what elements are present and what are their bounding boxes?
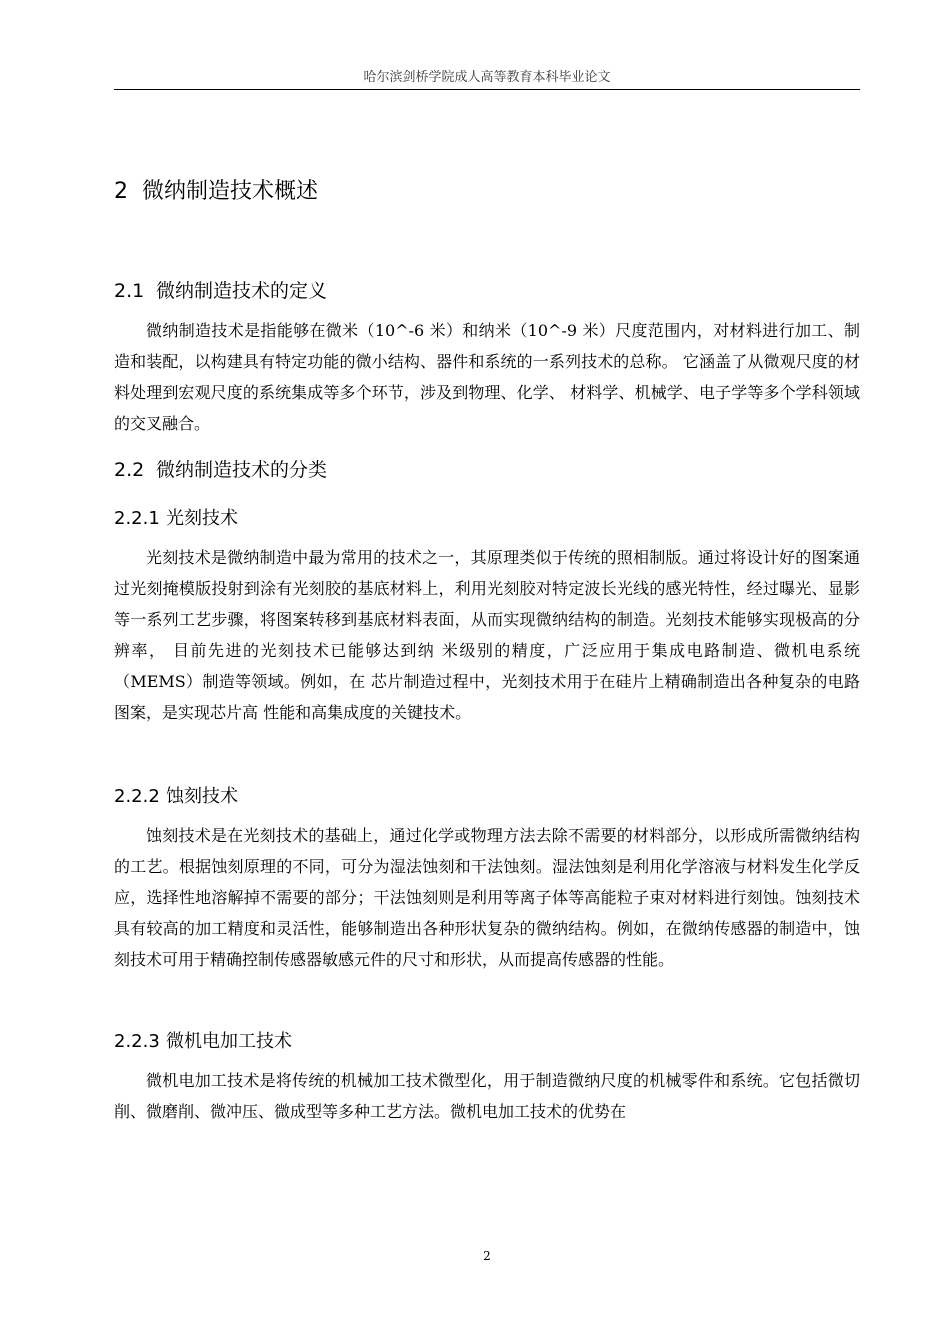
section-2-2-2-heading xyxy=(114,782,238,808)
chapter-number: 2 xyxy=(114,179,128,204)
section-2-2-1-title: 光刻技术 xyxy=(166,508,238,529)
chapter-title: 微纳制造技术概述 xyxy=(142,179,319,204)
section-2-2-3-number: 2.2.3 xyxy=(114,1031,160,1052)
chapter-heading xyxy=(114,174,318,205)
section-2-1-heading xyxy=(114,276,327,303)
section-2-2-3-heading xyxy=(114,1027,292,1053)
section-2-2-3-paragraph: 微机电加工技术是将传统的机械加工技术微型化，用于制造微纳尺度的机械零件和系统。它包括微切削、微磨削、微冲压、微成型等多种工艺方法。微机电加工技术的优势在 xyxy=(114,1071,860,1121)
section-2-2-1-number: 2.2.1 xyxy=(114,508,160,529)
section-2-1-title: 微纳制造技术的定义 xyxy=(156,280,328,302)
section-2-2-number: 2.2 xyxy=(114,459,145,481)
section-2-1-number: 2.1 xyxy=(114,280,145,302)
section-2-2-1-paragraph: 光刻技术是微纳制造中最为常用的技术之一，其原理类似于传统的照相制版。通过将设计好的图案通过光刻掩模版投射到涂有光刻胶的基底材料上，利用光刻胶对特定波长光线的感光特性，经过曝光、显影等一系列工艺步骤，将图案转移到基底材料表面，从而实现微纳结构的制造。光刻技术能够实现极高的分辨率， 目前先进的光刻技术已能够达到纳 米级别的精度，广泛应用于集成电路制造、微机电系统（MEMS）制造等领域。例如，在 芯片制造过程中，光刻技术用于在硅片上精确制造出各种复杂的电路图案，是实现芯片高 性能和高集成度的关键技术。 xyxy=(114,548,860,722)
section-2-2-2-number: 2.2.2 xyxy=(114,786,160,807)
header-divider xyxy=(114,89,860,90)
section-2-1-paragraph: 微纳制造技术是指能够在微米（10^-6 米）和纳米（10^-9 米）尺度范围内，对材料进行加工、制造和装配，以构建具有特定功能的微小结构、器件和系统的一系列技术的总称。 它涵盖了从微观尺度的材料处理到宏观尺度的系统集成等多个环节，涉及到物理、化学、 材料学、机械学、电子学等多个学科领域的交叉融合。 xyxy=(114,321,860,433)
section-2-2-title: 微纳制造技术的分类 xyxy=(156,459,328,481)
section-2-2-heading xyxy=(114,455,327,482)
page-number: 2 xyxy=(483,1249,491,1263)
section-2-2-3-title: 微机电加工技术 xyxy=(166,1031,292,1052)
section-2-2-2-paragraph: 蚀刻技术是在光刻技术的基础上，通过化学或物理方法去除不需要的材料部分，以形成所需微纳结构的工艺。根据蚀刻原理的不同，可分为湿法蚀刻和干法蚀刻。湿法蚀刻是利用化学溶液与材料发生化学反应，选择性地溶解掉不需要的部分；干法蚀刻则是利用等离子体等高能粒子束对材料进行刻蚀。蚀刻技术具有较高的加工精度和灵活性，能够制造出各种形状复杂的微纳结构。例如，在微纳传感器的制造中，蚀刻技术可用于精确控制传感器敏感元件的尺寸和形状，从而提高传感器的性能。 xyxy=(114,826,860,969)
section-2-2-2-title: 蚀刻技术 xyxy=(166,786,238,807)
section-2-2-1-heading xyxy=(114,504,238,530)
running-header: 哈尔滨剑桥学院成人高等教育本科毕业论文 xyxy=(363,70,611,85)
